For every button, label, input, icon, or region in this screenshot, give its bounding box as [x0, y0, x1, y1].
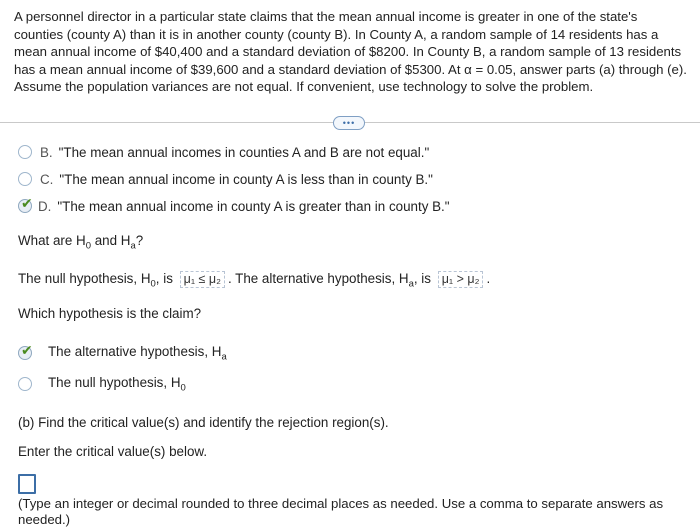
- q-suba: a: [130, 240, 136, 252]
- radio-checked-icon[interactable]: [18, 342, 33, 360]
- hypotheses-question: [18, 233, 143, 252]
- option-letter: C.: [40, 171, 54, 187]
- claim-question: Which hypothesis is the claim?: [18, 306, 202, 321]
- claim-text: [48, 375, 186, 394]
- option-b[interactable]: [18, 143, 429, 161]
- null-hypothesis-answer[interactable]: μ₁ ≤ μ₂: [180, 271, 225, 288]
- answer-format-note: (Type an integer or decimal rounded to three decimal places as needed. Use a comma to separate answers as needed.): [18, 496, 664, 527]
- q-suffix: ?: [135, 233, 144, 248]
- claim-option-null[interactable]: [18, 375, 186, 393]
- radio-checked-icon[interactable]: [18, 195, 33, 213]
- option-text: "The mean annual income in county A is greater than in county B.": [57, 198, 450, 214]
- claim-label: The alternative hypothesis, H: [48, 343, 222, 359]
- alt-prefix: . The alternative hypothesis, H: [227, 271, 409, 286]
- option-text: "The mean annual incomes in counties A and B are not equal.": [58, 144, 430, 160]
- q-prefix: What are H: [18, 233, 86, 248]
- option-text: "The mean annual income in county A is less than in county B.": [59, 171, 433, 187]
- null-mid: , is: [155, 271, 173, 286]
- alt-sub: a: [408, 278, 414, 290]
- hypotheses-line: [18, 271, 490, 290]
- claim-option-alternative[interactable]: [18, 344, 227, 362]
- radio-icon[interactable]: [18, 145, 32, 159]
- radio-icon[interactable]: [18, 377, 32, 391]
- claim-sub: 0: [180, 382, 186, 394]
- option-letter: D.: [38, 198, 52, 214]
- radio-icon[interactable]: [18, 172, 32, 186]
- q-mid: and H: [91, 233, 131, 248]
- checkmark-icon: ✔: [21, 342, 33, 358]
- part-b-question: (b) Find the critical value(s) and identify the rejection region(s).: [18, 415, 389, 430]
- expand-button[interactable]: •••: [333, 116, 365, 130]
- checkmark-icon: ✔: [21, 195, 33, 211]
- null-sub: 0: [150, 278, 156, 290]
- problem-statement: A personnel director in a particular state claims that the mean annual income is greater in one of the state's counties (county A) than it is in another county (county B). In County A, a random sample of 14 residents has a mean annual income of $40,400 and a standard deviation of $8200. In County B, a random sample of 13 residents has a mean annual income of $39,600 and a standard deviation of $5300. At α = 0.05, answer parts (a) through (e). Assume the population variances are not equal. If convenient, use technology to solve the problem.: [14, 9, 687, 94]
- null-prefix: The null hypothesis, H: [18, 271, 151, 286]
- line-end: .: [486, 271, 491, 286]
- claim-label: The null hypothesis, H: [48, 374, 181, 390]
- alt-mid: , is: [413, 271, 431, 286]
- claim-text: [48, 344, 227, 363]
- claim-sub: a: [221, 351, 227, 363]
- part-b-instruction: Enter the critical value(s) below.: [18, 444, 208, 459]
- critical-value-input[interactable]: [18, 474, 36, 494]
- option-c[interactable]: [18, 170, 433, 188]
- option-letter: B.: [40, 144, 53, 160]
- option-d[interactable]: [18, 197, 450, 215]
- q-sub0: 0: [85, 240, 92, 252]
- alt-hypothesis-answer[interactable]: μ₁ > μ₂: [438, 271, 484, 288]
